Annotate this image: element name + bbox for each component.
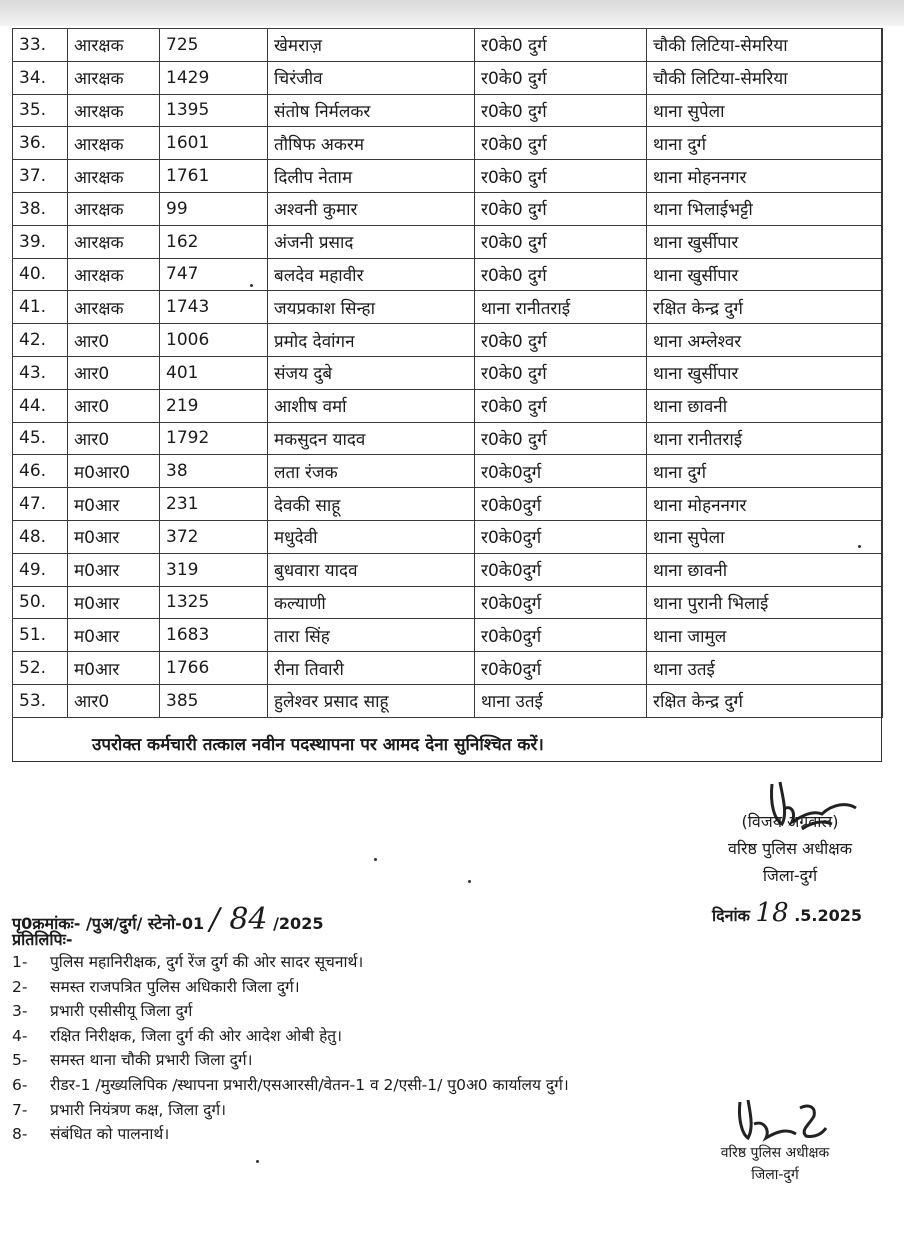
scan-speck bbox=[374, 858, 377, 861]
table-row bbox=[13, 225, 883, 258]
cell-rank: आर0 bbox=[68, 356, 160, 389]
cell-name: हुलेश्वर प्रसाद साहू bbox=[268, 684, 475, 717]
cell-to: थाना खुर्सीपार bbox=[647, 258, 883, 291]
cell-to: थाना पुरानी भिलाई bbox=[647, 586, 883, 619]
cell-from: र0के0 दुर्ग bbox=[475, 192, 647, 225]
scan-speck bbox=[858, 545, 861, 548]
table-row bbox=[13, 160, 883, 193]
joining-note: उपरोक्त कर्मचारी तत्काल नवीन पदस्थापना पर आमद देना सुनिश्चित करें। bbox=[92, 735, 544, 755]
cell-from: र0के0 दुर्ग bbox=[475, 127, 647, 160]
cell-no: 747 bbox=[160, 258, 268, 291]
cell-name: बुधवारा यादव bbox=[268, 553, 475, 586]
date-label: दिनांक bbox=[712, 906, 750, 925]
cell-from: र0के0दुर्ग bbox=[475, 520, 647, 553]
cell-sn: 46. bbox=[13, 455, 68, 488]
cell-rank: आरक्षक bbox=[68, 29, 160, 62]
table-row bbox=[13, 422, 883, 455]
cell-to: थाना सुपेला bbox=[647, 520, 883, 553]
cell-no: 1792 bbox=[160, 422, 268, 455]
table-row bbox=[13, 192, 883, 225]
table-row bbox=[13, 455, 883, 488]
cell-name: तारा सिंह bbox=[268, 619, 475, 652]
second-signatory-designation: वरिष्ठ पुलिस अधीक्षक bbox=[720, 1145, 830, 1161]
cell-from: र0के0 दुर्ग bbox=[475, 160, 647, 193]
cell-rank: आर0 bbox=[68, 324, 160, 357]
scan-speck bbox=[468, 880, 471, 883]
cell-rank: आर0 bbox=[68, 422, 160, 455]
cell-to: रक्षित केन्द्र दुर्ग bbox=[647, 684, 883, 717]
second-signatory-block bbox=[700, 1142, 850, 1186]
cell-from: थाना रानीतराई bbox=[475, 291, 647, 324]
cell-rank: म0आर bbox=[68, 488, 160, 521]
cell-sn: 34. bbox=[13, 61, 68, 94]
cell-sn: 39. bbox=[13, 225, 68, 258]
cell-to: थाना मोहननगर bbox=[647, 160, 883, 193]
transfer-table-body bbox=[13, 29, 883, 718]
cell-sn: 47. bbox=[13, 488, 68, 521]
cell-to: थाना जामुल bbox=[647, 619, 883, 652]
reference-prefix: पृ0क्रमांकः- /पुअ/दुर्ग/ स्टेनो-01 bbox=[12, 914, 205, 933]
cell-rank: म0आर bbox=[68, 619, 160, 652]
copy-text: प्रभारी नियंत्रण कक्ष, जिला दुर्ग। bbox=[50, 1100, 226, 1119]
table-row bbox=[13, 389, 883, 422]
transfer-table bbox=[12, 28, 883, 718]
page-top-shade bbox=[0, 0, 904, 26]
cell-from: र0के0 दुर्ग bbox=[475, 389, 647, 422]
cell-sn: 48. bbox=[13, 520, 68, 553]
cell-no: 372 bbox=[160, 520, 268, 553]
cell-sn: 36. bbox=[13, 127, 68, 160]
table-row bbox=[13, 520, 883, 553]
cell-to: रक्षित केन्द्र दुर्ग bbox=[647, 291, 883, 324]
copy-text: समस्त थाना चौकी प्रभारी जिला दुर्ग। bbox=[50, 1051, 253, 1070]
copy-item bbox=[12, 1098, 569, 1123]
cell-sn: 49. bbox=[13, 553, 68, 586]
copy-text: रक्षित निरीक्षक, जिला दुर्ग की ओर आदेश ओबी हेतु। bbox=[50, 1026, 343, 1045]
cell-sn: 52. bbox=[13, 652, 68, 685]
cell-to: थाना खुर्सीपार bbox=[647, 225, 883, 258]
copy-number: 5- bbox=[12, 1051, 28, 1070]
cell-from: र0के0दुर्ग bbox=[475, 619, 647, 652]
reference-suffix: /2025 bbox=[273, 914, 324, 933]
cell-name: संतोष निर्मलकर bbox=[268, 94, 475, 127]
cell-from: र0के0दुर्ग bbox=[475, 553, 647, 586]
table-row bbox=[13, 553, 883, 586]
signatory-district: जिला-दुर्ग bbox=[762, 866, 818, 885]
copies-list bbox=[12, 950, 569, 1147]
cell-no: 1601 bbox=[160, 127, 268, 160]
table-row bbox=[13, 127, 883, 160]
reference-number: / 84 bbox=[209, 902, 268, 937]
date-day: 18 bbox=[755, 898, 789, 928]
cell-to: थाना खुर्सीपार bbox=[647, 356, 883, 389]
cell-no: 1761 bbox=[160, 160, 268, 193]
cell-to: थाना भिलाईभट्टी bbox=[647, 192, 883, 225]
cell-no: 319 bbox=[160, 553, 268, 586]
cell-rank: आर0 bbox=[68, 389, 160, 422]
cell-no: 725 bbox=[160, 29, 268, 62]
cell-from: र0के0 दुर्ग bbox=[475, 94, 647, 127]
cell-rank: म0आर bbox=[68, 586, 160, 619]
cell-from: र0के0 दुर्ग bbox=[475, 258, 647, 291]
cell-rank: आरक्षक bbox=[68, 160, 160, 193]
cell-from: र0के0दुर्ग bbox=[475, 652, 647, 685]
copy-item bbox=[12, 999, 569, 1024]
cell-to: चौकी लिटिया-सेमरिया bbox=[647, 29, 883, 62]
cell-name: प्रमोद देवांगन bbox=[268, 324, 475, 357]
cell-sn: 40. bbox=[13, 258, 68, 291]
signatory-block bbox=[700, 808, 880, 889]
cell-from: र0के0 दुर्ग bbox=[475, 61, 647, 94]
cell-sn: 44. bbox=[13, 389, 68, 422]
cell-no: 99 bbox=[160, 192, 268, 225]
cell-no: 401 bbox=[160, 356, 268, 389]
cell-name: मकसुदन यादव bbox=[268, 422, 475, 455]
cell-from: र0के0 दुर्ग bbox=[475, 29, 647, 62]
cell-no: 1429 bbox=[160, 61, 268, 94]
cell-rank: म0आर0 bbox=[68, 455, 160, 488]
cell-name: रीना तिवारी bbox=[268, 652, 475, 685]
cell-rank: आर0 bbox=[68, 684, 160, 717]
table-row bbox=[13, 29, 883, 62]
cell-name: आशीष वर्मा bbox=[268, 389, 475, 422]
copy-text: रीडर-1 /मुख्यलिपिक /स्थापना प्रभारी/एसआरसी/वेतन-1 व 2/एसी-1/ पु0अ0 कार्यालय दुर्ग। bbox=[50, 1075, 569, 1094]
copy-number: 2- bbox=[12, 977, 28, 996]
copy-item bbox=[12, 1122, 569, 1147]
cell-no: 38 bbox=[160, 455, 268, 488]
scan-speck bbox=[250, 284, 253, 287]
cell-rank: आरक्षक bbox=[68, 192, 160, 225]
scan-speck bbox=[256, 1160, 259, 1163]
cell-no: 385 bbox=[160, 684, 268, 717]
copy-number: 1- bbox=[12, 953, 28, 971]
cell-to: थाना दुर्ग bbox=[647, 127, 883, 160]
cell-to: चौकी लिटिया-सेमरिया bbox=[647, 61, 883, 94]
cell-sn: 38. bbox=[13, 192, 68, 225]
table-row bbox=[13, 356, 883, 389]
cell-sn: 42. bbox=[13, 324, 68, 357]
cell-sn: 33. bbox=[13, 29, 68, 62]
cell-to: थाना छावनी bbox=[647, 553, 883, 586]
table-row bbox=[13, 258, 883, 291]
cell-no: 1766 bbox=[160, 652, 268, 685]
cell-no: 231 bbox=[160, 488, 268, 521]
cell-rank: आरक्षक bbox=[68, 61, 160, 94]
cell-rank: म0आर bbox=[68, 520, 160, 553]
cell-name: खेमराज़ bbox=[268, 29, 475, 62]
cell-rank: आरक्षक bbox=[68, 258, 160, 291]
copy-text: संबंधित को पालनार्थ। bbox=[50, 1125, 170, 1144]
cell-rank: आरक्षक bbox=[68, 127, 160, 160]
cell-no: 1006 bbox=[160, 324, 268, 357]
date-line bbox=[712, 898, 862, 928]
table-row bbox=[13, 652, 883, 685]
cell-no: 219 bbox=[160, 389, 268, 422]
table-row bbox=[13, 324, 883, 357]
cell-rank: म0आर bbox=[68, 652, 160, 685]
cell-rank: आरक्षक bbox=[68, 225, 160, 258]
cell-name: चिरंजीव bbox=[268, 61, 475, 94]
cell-to: थाना सुपेला bbox=[647, 94, 883, 127]
copies-heading: प्रतिलिपिः- bbox=[12, 930, 73, 949]
table-row bbox=[13, 619, 883, 652]
cell-name: संजय दुबे bbox=[268, 356, 475, 389]
table-row bbox=[13, 291, 883, 324]
copy-text: समस्त राजपत्रित पुलिस अधिकारी जिला दुर्ग। bbox=[50, 977, 300, 996]
table-row bbox=[13, 586, 883, 619]
cell-from: थाना उतई bbox=[475, 684, 647, 717]
cell-no: 162 bbox=[160, 225, 268, 258]
cell-sn: 35. bbox=[13, 94, 68, 127]
cell-name: देवकी साहू bbox=[268, 488, 475, 521]
cell-from: र0के0दुर्ग bbox=[475, 586, 647, 619]
cell-sn: 51. bbox=[13, 619, 68, 652]
cell-no: 1683 bbox=[160, 619, 268, 652]
cell-no: 1395 bbox=[160, 94, 268, 127]
cell-name: जयप्रकाश सिन्हा bbox=[268, 291, 475, 324]
cell-name: कल्याणी bbox=[268, 586, 475, 619]
cell-from: र0के0 दुर्ग bbox=[475, 422, 647, 455]
cell-name: लता रंजक bbox=[268, 455, 475, 488]
table-row bbox=[13, 488, 883, 521]
copy-text: प्रभारी एसीसीयू जिला दुर्ग bbox=[50, 1002, 193, 1021]
cell-from: र0के0 दुर्ग bbox=[475, 356, 647, 389]
cell-sn: 37. bbox=[13, 160, 68, 193]
copy-text: पुलिस महानिरीक्षक, दुर्ग रेंज दुर्ग की ओर सादर सूचनार्थ। bbox=[50, 953, 364, 971]
cell-from: र0के0दुर्ग bbox=[475, 488, 647, 521]
copy-number: 7- bbox=[12, 1100, 28, 1119]
second-signatory-district: जिला-दुर्ग bbox=[751, 1167, 799, 1183]
cell-rank: आरक्षक bbox=[68, 291, 160, 324]
table-row bbox=[13, 684, 883, 717]
copy-number: 6- bbox=[12, 1075, 28, 1094]
cell-to: थाना छावनी bbox=[647, 389, 883, 422]
cell-name: अंजनी प्रसाद bbox=[268, 225, 475, 258]
table-row bbox=[13, 94, 883, 127]
cell-name: मधुदेवी bbox=[268, 520, 475, 553]
copy-item bbox=[12, 1048, 569, 1073]
cell-no: 1325 bbox=[160, 586, 268, 619]
table-row bbox=[13, 61, 883, 94]
cell-name: तौषिफ अकरम bbox=[268, 127, 475, 160]
signatory-designation: वरिष्ठ पुलिस अधीक्षक bbox=[727, 839, 853, 858]
cell-sn: 50. bbox=[13, 586, 68, 619]
copy-item bbox=[12, 975, 569, 1000]
cell-rank: आरक्षक bbox=[68, 94, 160, 127]
cell-sn: 53. bbox=[13, 684, 68, 717]
cell-to: थाना रानीतराई bbox=[647, 422, 883, 455]
cell-name: बलदेव महावीर bbox=[268, 258, 475, 291]
cell-from: र0के0दुर्ग bbox=[475, 455, 647, 488]
cell-to: थाना दुर्ग bbox=[647, 455, 883, 488]
cell-name: अश्वनी कुमार bbox=[268, 192, 475, 225]
copy-item bbox=[12, 1073, 569, 1098]
date-rest: .5.2025 bbox=[794, 906, 863, 925]
cell-to: थाना मोहननगर bbox=[647, 488, 883, 521]
cell-from: र0के0 दुर्ग bbox=[475, 324, 647, 357]
cell-to: थाना अम्लेश्वर bbox=[647, 324, 883, 357]
copy-item bbox=[12, 1024, 569, 1049]
copy-number: 4- bbox=[12, 1026, 28, 1045]
cell-from: र0के0 दुर्ग bbox=[475, 225, 647, 258]
cell-no: 1743 bbox=[160, 291, 268, 324]
copy-number: 3- bbox=[12, 1002, 28, 1021]
cell-sn: 43. bbox=[13, 356, 68, 389]
copy-item bbox=[12, 950, 569, 975]
cell-sn: 45. bbox=[13, 422, 68, 455]
cell-rank: म0आर bbox=[68, 553, 160, 586]
cell-name: दिलीप नेताम bbox=[268, 160, 475, 193]
cell-to: थाना उतई bbox=[647, 652, 883, 685]
copy-number: 8- bbox=[12, 1125, 28, 1144]
cell-sn: 41. bbox=[13, 291, 68, 324]
signatory-name: (विजय अग्रवाल) bbox=[741, 812, 839, 831]
